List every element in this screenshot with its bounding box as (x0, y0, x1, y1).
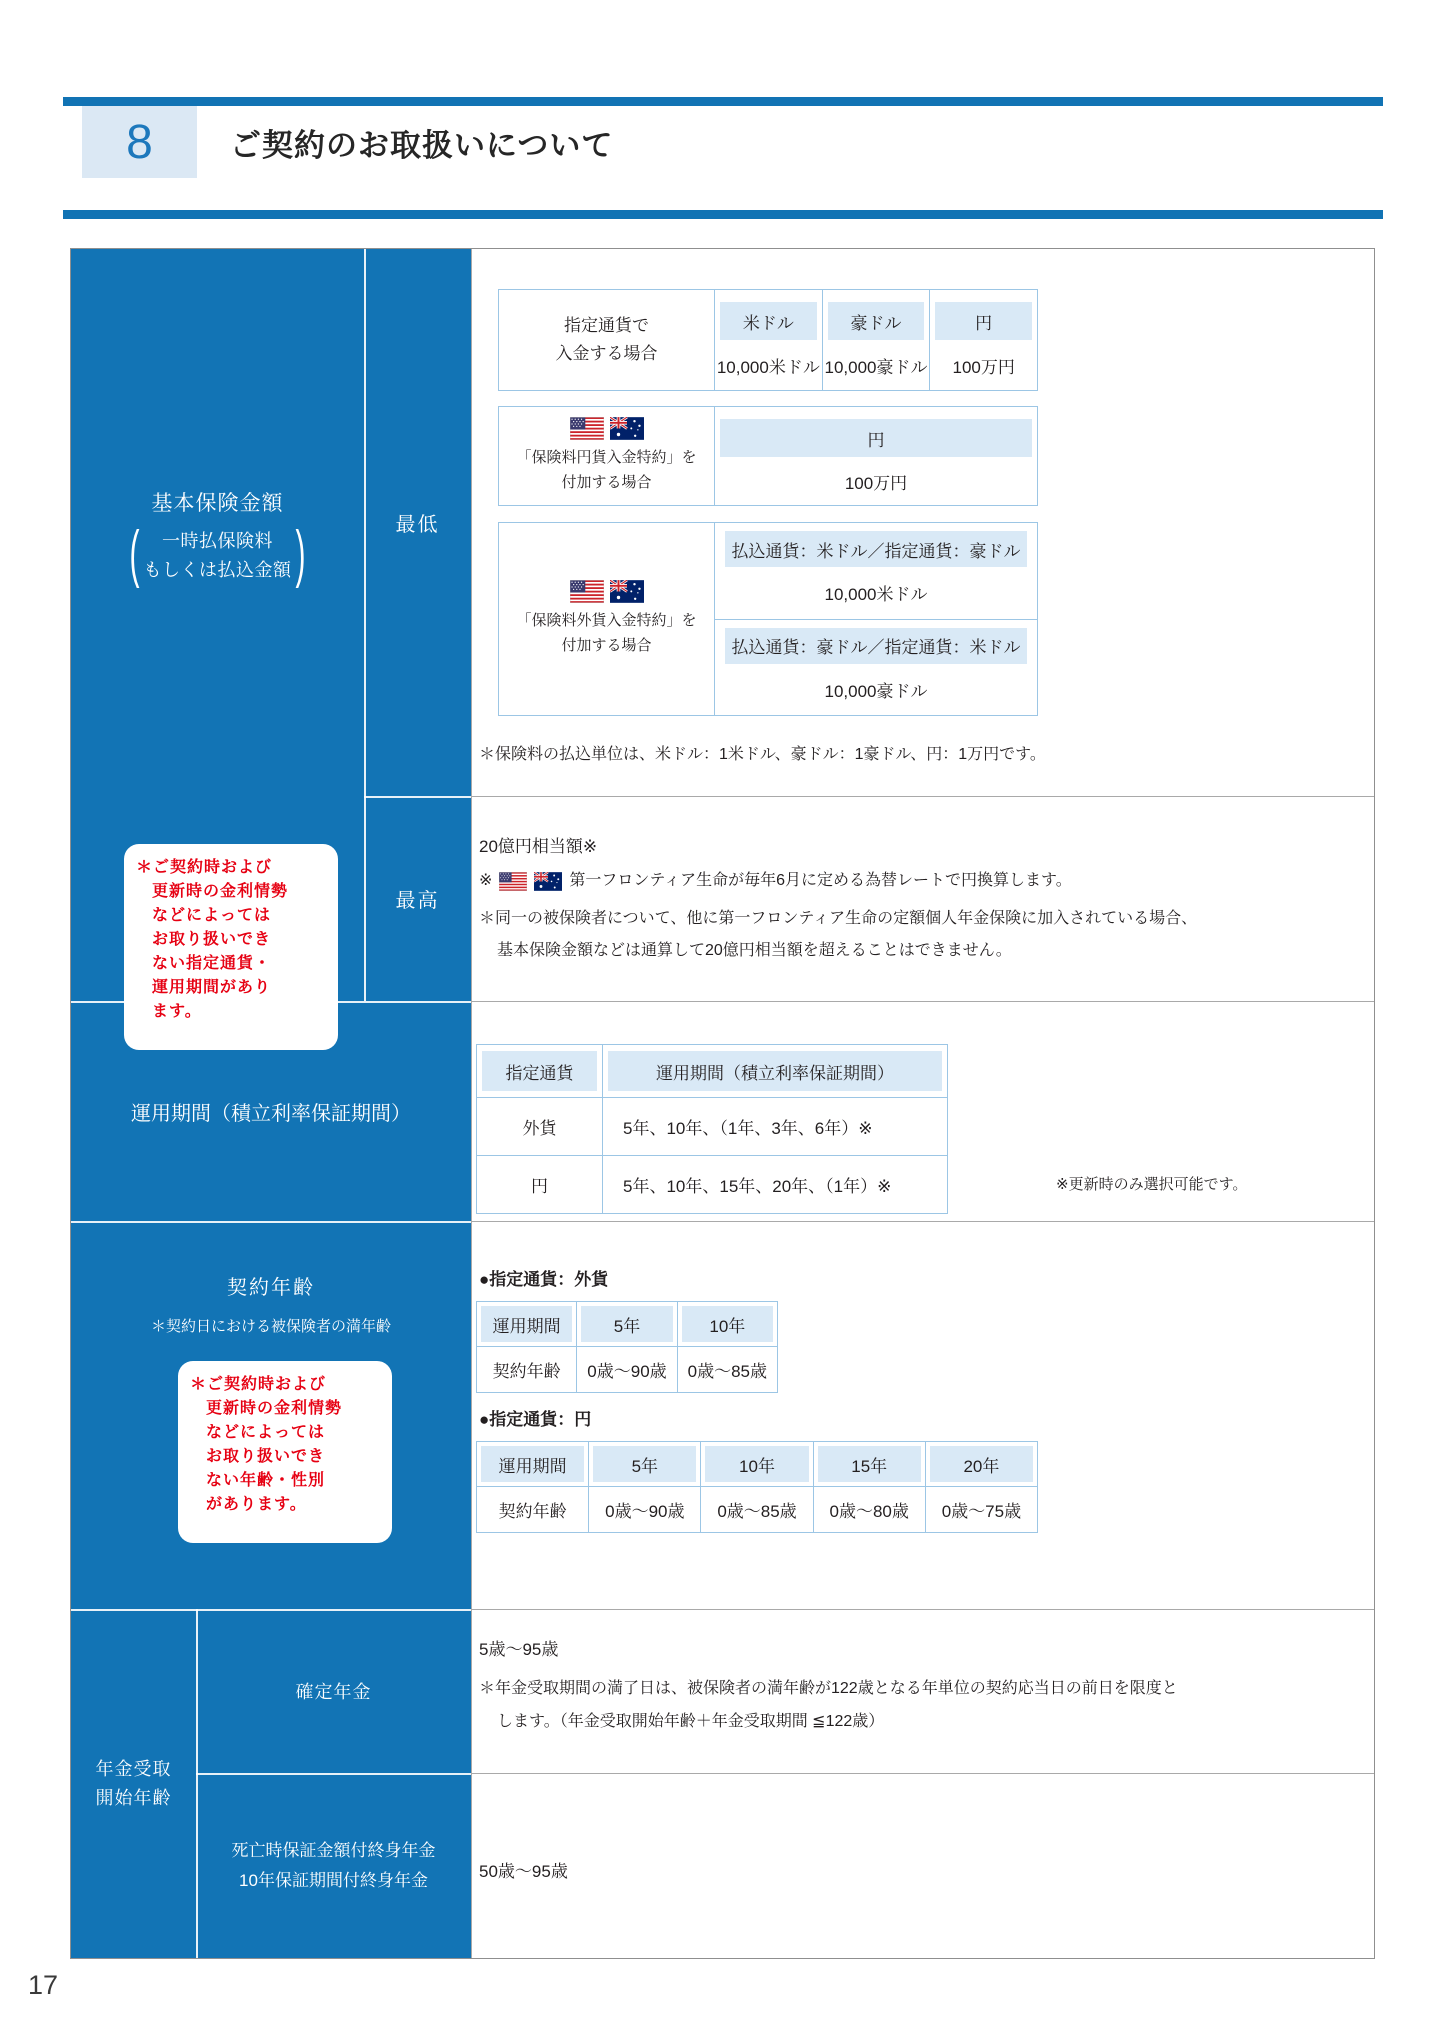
fx-usd-aud-header: 払込通貨：米ドル／指定通貨：豪ドル (725, 531, 1027, 567)
right-paren (292, 524, 310, 587)
maximum-note1 (479, 869, 1072, 893)
age-10y: 0歳〜85歳 (701, 1487, 813, 1532)
yen-rider-header: 円 (720, 419, 1032, 457)
red-note-currency-period: ＊ご契約時および 更新時の金利情勢 などによっては お取り扱いでき ない指定通貨・ 運用期間があり ます。 (124, 844, 338, 1050)
us-flag-icon (570, 417, 604, 440)
whole-life-age-range: 50歳〜95歳 (479, 1862, 568, 1881)
aud-header: 豪ドル (828, 302, 925, 340)
currency-foreign: 外貨 (477, 1098, 603, 1155)
contract-age-sub-label: ＊契約日における被保険者の満年齢 (150, 1318, 391, 1335)
fx-rider-row-label: 「保険料外貨入金特約」を 付加する場合 (499, 523, 715, 715)
fx-rate-note: 第一フロンティア生命が毎年6月に定める為替レートで円換算します。 (569, 872, 1072, 889)
paren-line1: 一時払保険料 (162, 531, 273, 551)
deposit-table-row-label: 指定通貨で 入金する場合 (499, 290, 715, 390)
basic-amount-title: 基本保険金額 (151, 492, 284, 515)
row-label-whole-life-annuity: 死亡時保証金額付終身年金 10年保証期間付終身年金 (231, 1840, 436, 1890)
us-flag-icon (499, 872, 527, 891)
renewal-only-note: ※更新時のみ選択可能です。 (1056, 1176, 1248, 1193)
row-label-contract-age: 契約年齢 (227, 1277, 315, 1299)
us-flag-icon (570, 580, 604, 603)
aggregate-limit-note-line2: 基本保険金額などは通算して20億円相当額を超えることはできません。 (497, 942, 1012, 959)
yen-rider-row-label: 「保険料円貨入金特約」を 付加する場合 (499, 407, 715, 505)
foreign-age-table (476, 1301, 778, 1393)
usd-column (715, 290, 823, 390)
currency-yen: 円 (477, 1156, 603, 1213)
fx-aud-usd-row (715, 619, 1037, 716)
basic-amount-subtitle (71, 527, 364, 585)
investment-period-table (476, 1044, 948, 1214)
terms-table (70, 248, 1375, 1959)
maximum-amount: 20億円相当額※ (479, 837, 598, 856)
fx-rider-table (498, 522, 1038, 716)
fx-aud-usd-header: 払込通貨：豪ドル／指定通貨：米ドル (725, 628, 1027, 664)
premium-unit-footnote: ＊保険料の払込単位は、米ドル：1米ドル、豪ドル：1豪ドル、円：1万円です。 (479, 746, 1046, 763)
fx-usd-aud-row (715, 523, 1037, 619)
fx-rider-column (715, 523, 1037, 715)
divider (471, 1609, 1374, 1610)
yen-age-table (476, 1441, 1038, 1533)
period-header: 運用期間 (481, 1306, 572, 1342)
age-5y: 0歳〜90歳 (589, 1487, 701, 1532)
periods-yen: 5年、10年、15年、20年、（1年）※ (623, 1177, 892, 1196)
age-row-label: 契約年齢 (477, 1347, 577, 1392)
deposit-currency-table (498, 289, 1038, 391)
row-label-fixed-annuity: 確定年金 (295, 1682, 372, 1702)
red-note-age-sex: ＊ご契約時および 更新時の金利情勢 などによっては お取り扱いでき ない年齢・性別 があります。 (178, 1361, 392, 1543)
aggregate-limit-note-line1: ＊同一の被保険者について、他に第一フロンティア生命の定額個人年金保険に加入されている場合、 (479, 910, 1198, 927)
period-col-header: 運用期間（積立利率保証期間） (608, 1051, 942, 1091)
divider (471, 796, 1374, 797)
header-top-bar (63, 97, 1383, 106)
au-flag-icon (610, 417, 644, 440)
row-label-pension-start-age: 年金受取 開始年齢 (95, 1758, 172, 1808)
page-title: ご契約のお取扱いについて (230, 128, 614, 163)
period-5y: 5年 (593, 1446, 696, 1482)
fx-usd-aud-minimum: 10,000米ドル (824, 585, 928, 605)
divider (471, 1773, 1374, 1774)
age-5y: 0歳〜90歳 (577, 1347, 677, 1392)
fixed-annuity-age-range: 5歳〜95歳 (479, 1640, 559, 1659)
period-header: 運用期間 (481, 1446, 584, 1482)
period-20y: 20年 (930, 1446, 1033, 1482)
currency-col-header: 指定通貨 (482, 1051, 597, 1091)
yen-rider-minimum: 100万円 (844, 473, 908, 493)
yen-rider-column (715, 407, 1037, 505)
period-10y: 10年 (705, 1446, 808, 1482)
au-flag-icon (610, 580, 644, 603)
fixed-annuity-note-line1: ＊年金受取期間の満了日は、被保険者の満年齢が122歳となる年単位の契約応当日の前日を限度と (479, 1680, 1178, 1697)
section-number: 8 (126, 115, 153, 169)
jpy-minimum: 100万円 (952, 357, 1015, 377)
table-row (477, 1097, 947, 1155)
header-bottom-bar (63, 210, 1383, 219)
table-row (477, 1346, 777, 1392)
divider (71, 1221, 471, 1223)
yen-age-title: ●指定通貨：円 (479, 1410, 592, 1429)
aud-minimum: 10,000豪ドル (824, 357, 928, 377)
table-row (477, 1486, 1037, 1532)
foreign-currency-age-title: ●指定通貨：外貨 (479, 1270, 609, 1289)
page-number: 17 (28, 1970, 59, 2000)
left-paren (126, 524, 144, 587)
table-row (477, 1155, 947, 1213)
divider (471, 1001, 1374, 1002)
au-flag-icon (534, 872, 562, 891)
yen-rider-table (498, 406, 1038, 506)
period-15y: 15年 (818, 1446, 921, 1482)
usd-header: 米ドル (720, 302, 817, 340)
row-label-investment-period: 運用期間（積立利率保証期間） (131, 1102, 411, 1125)
jpy-column (930, 290, 1037, 390)
aud-column (823, 290, 931, 390)
usd-minimum: 10,000米ドル (716, 357, 820, 377)
age-20y: 0歳〜75歳 (941, 1502, 1022, 1521)
age-15y: 0歳〜80歳 (814, 1487, 926, 1532)
fixed-annuity-note-line2: します。（年金受取開始年齢＋年金受取期間 ≦122歳） (497, 1713, 885, 1730)
fx-aud-usd-minimum: 10,000豪ドル (824, 681, 928, 701)
reference-mark: ※ (479, 872, 493, 889)
periods-foreign: 5年、10年、（1年、3年、6年）※ (623, 1119, 873, 1138)
age-row-label: 契約年齢 (477, 1487, 589, 1532)
row-label-basic-amount (71, 487, 364, 585)
period-10y: 10年 (682, 1306, 773, 1342)
divider (471, 249, 472, 1958)
row-label-maximum: 最高 (395, 890, 440, 912)
paren-line2: もしくは払込金額 (143, 559, 292, 580)
jpy-header: 円 (935, 302, 1032, 340)
row-label-minimum: 最低 (395, 514, 440, 536)
age-10y: 0歳〜85歳 (687, 1362, 767, 1381)
section-number-box (82, 106, 197, 178)
divider (471, 1221, 1374, 1222)
period-5y: 5年 (581, 1306, 672, 1342)
